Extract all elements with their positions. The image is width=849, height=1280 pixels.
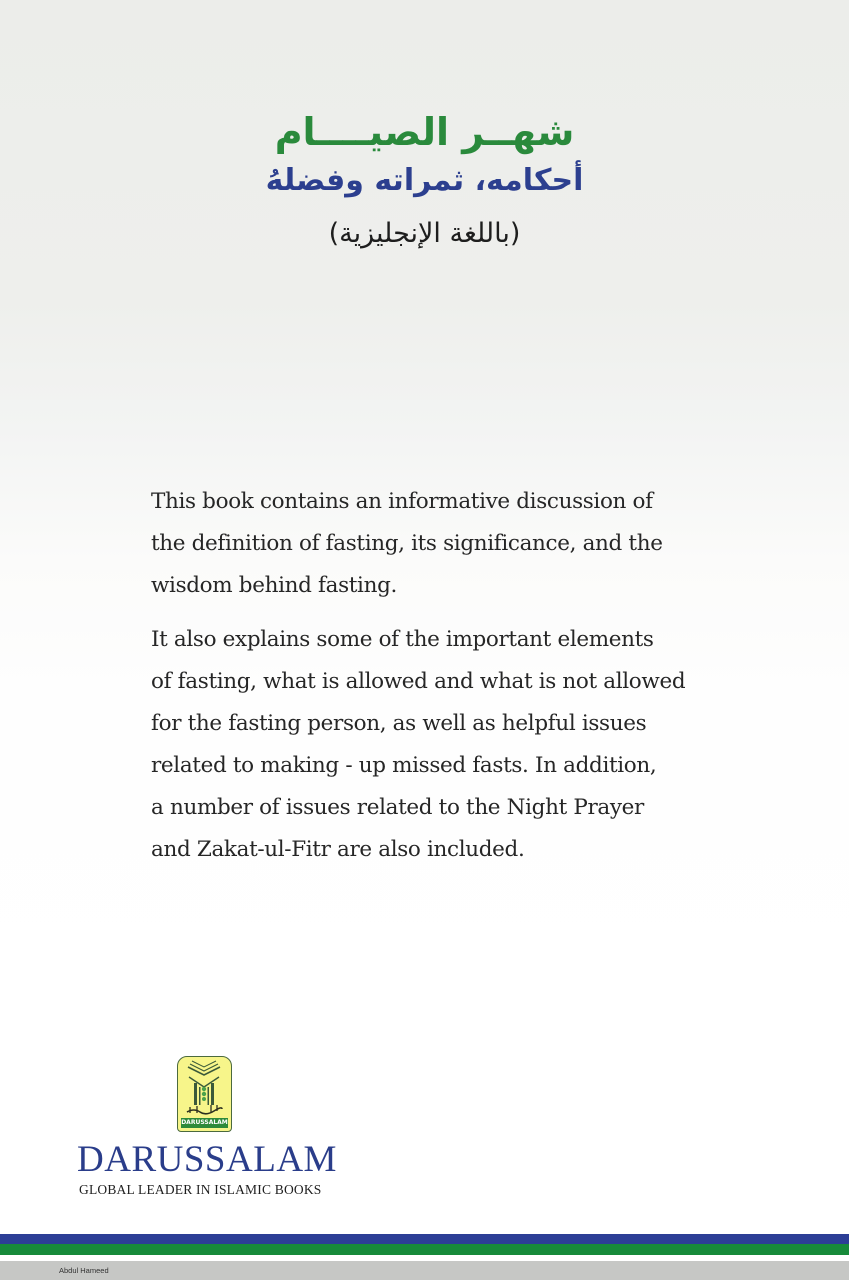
footer-band [0, 1261, 849, 1280]
description-line: It also explains some of the important elements [151, 627, 654, 652]
scan-credit: Abdul Hameed [59, 1266, 109, 1275]
arabic-subtitle: أحكامه، ثمراته وفضلهُ [265, 163, 584, 198]
description-line: a number of issues related to the Night Prayer [151, 795, 644, 820]
description-line: related to making - up missed fasts. In addition, [151, 753, 657, 778]
description-paragraph-1 [151, 481, 706, 607]
description-line: This book contains an informative discussion of [151, 489, 653, 514]
book-description [151, 481, 706, 871]
publisher-tagline: GLOBAL LEADER IN ISLAMIC BOOKS [79, 1182, 322, 1197]
description-line: the definition of fasting, its significance, and the [151, 531, 663, 556]
description-line: for the fasting person, as well as helpful issues [151, 711, 647, 736]
publisher-name: DARUSSALAM [77, 1139, 337, 1180]
arabic-title: شهــر الصيــــام [274, 110, 575, 154]
logo-caption: DARUSSALAM [181, 1119, 228, 1126]
darussalam-book-logo-icon [177, 1056, 232, 1132]
blue-stripe [0, 1234, 849, 1244]
description-line: wisdom behind fasting. [151, 573, 397, 598]
arabic-title-block [0, 108, 849, 254]
description-paragraph-2 [151, 619, 706, 871]
description-line: of fasting, what is allowed and what is not allowed [151, 669, 686, 694]
green-stripe [0, 1244, 849, 1255]
arabic-language-note: (باللغة الإنجليزية) [328, 218, 521, 249]
description-line: and Zakat-ul-Fitr are also included. [151, 837, 525, 862]
